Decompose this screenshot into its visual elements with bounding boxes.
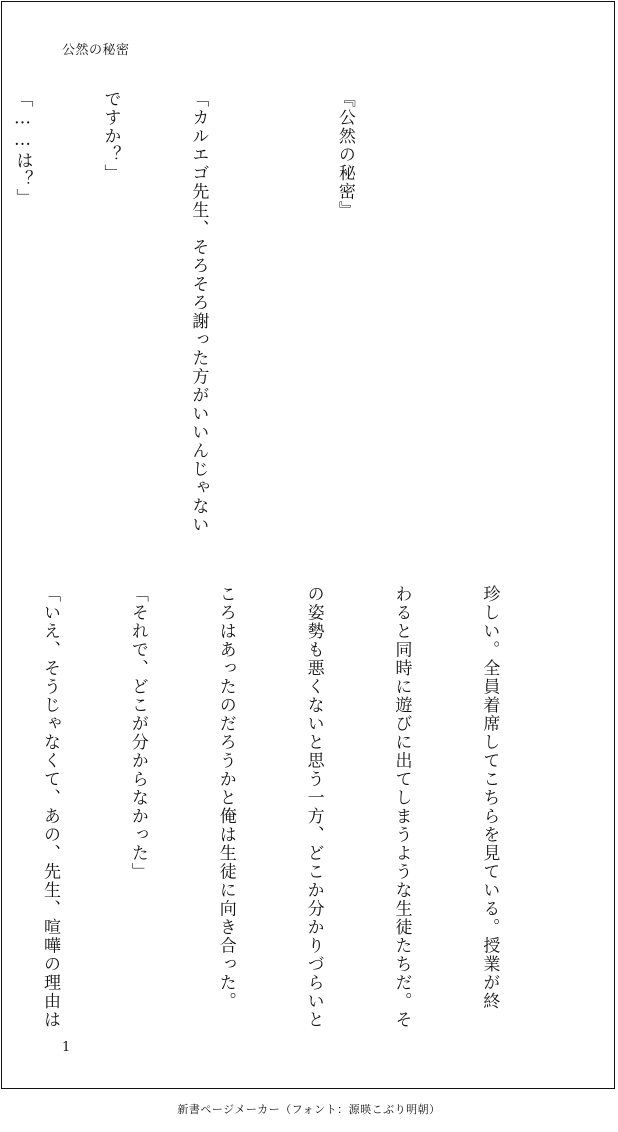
- text-line: わると同時に遊びに出てしまうような生徒たちだ。そ: [391, 585, 412, 1029]
- page-number: 1: [62, 1040, 71, 1055]
- text-line: ころはあったのだろうかと俺は生徒に向き合った。: [215, 585, 236, 1011]
- running-title: 公然の秘密: [62, 43, 130, 58]
- text-column-top: [12, 90, 476, 534]
- chapter-title: 『公然の秘密』: [334, 90, 355, 220]
- text-line: 「それで、どこが分からなかった」: [127, 585, 148, 881]
- text-line: ですか？」: [100, 90, 121, 183]
- text-line: 「カルエゴ先生、そろそろ謝った方がいいんじゃない: [188, 90, 209, 534]
- text-line: の姿勢も悪くないと思う一方、どこか分かりづらいと: [303, 585, 324, 1029]
- footer-credit: 新書ページメーカー（フォント：源暎こぶり明朝）: [177, 1103, 441, 1116]
- text-line: 「……は？」: [12, 90, 33, 207]
- book-page: [1, 1, 615, 1089]
- text-line: 「いえ、そうじゃなくて、あの、先生、喧嘩の理由は: [39, 585, 60, 1029]
- text-column-bottom: [39, 585, 562, 1029]
- text-line: 珍しい。全員着席してこちらを見ている。授業が終: [479, 585, 500, 1011]
